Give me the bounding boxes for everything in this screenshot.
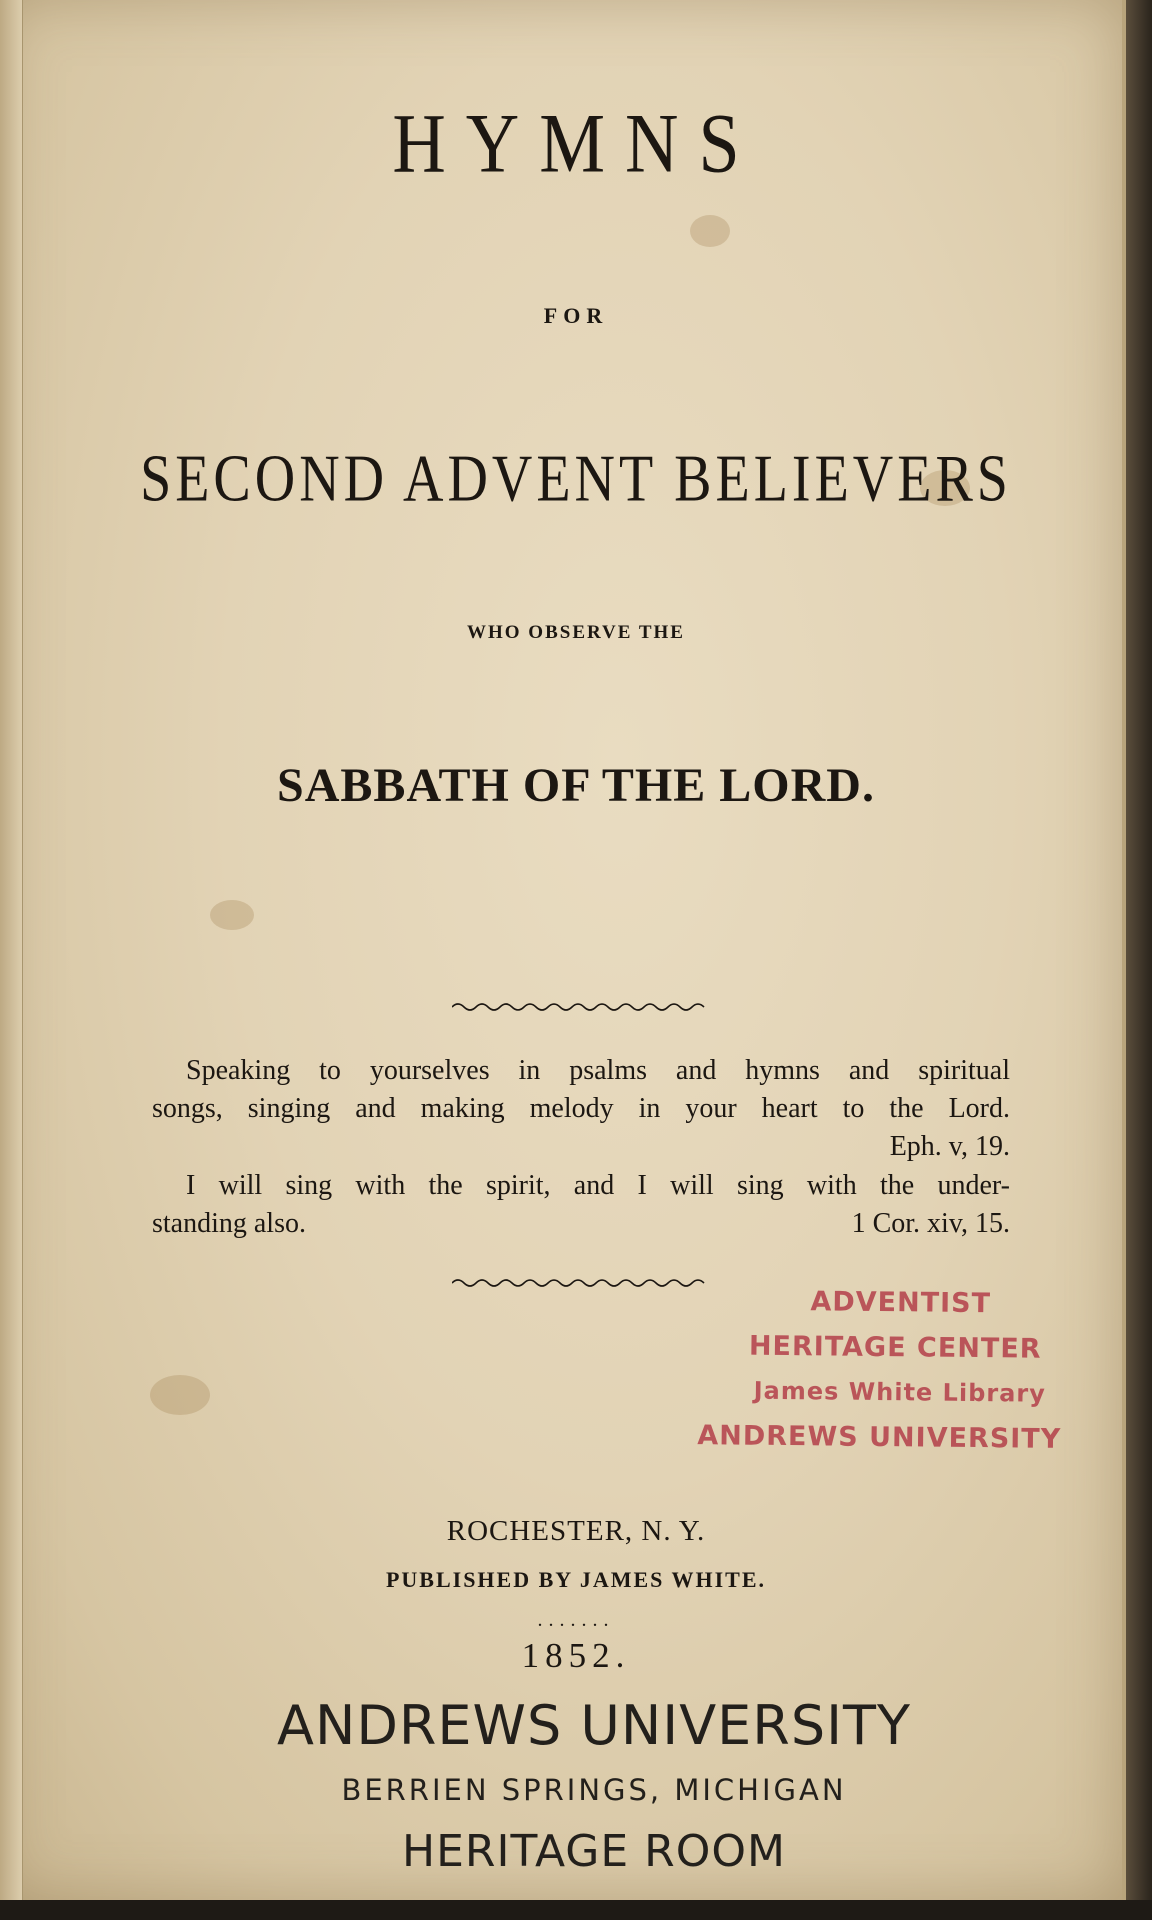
- title-second-advent-believers: SECOND ADVENT BELIEVERS: [140, 441, 1012, 517]
- book-bottom-edge: [0, 1900, 1152, 1920]
- heritage-room-stamp-line: HERITAGE ROOM: [402, 1826, 786, 1877]
- stamp-line: James White Library: [753, 1376, 1046, 1408]
- imprint-separator: .......: [537, 1609, 615, 1631]
- foxing-spot: [150, 1375, 210, 1415]
- epigraph-row: [152, 1205, 1010, 1243]
- epigraph-reference: 1 Cor. xiv, 15.: [851, 1208, 1010, 1239]
- imprint-city: ROCHESTER, N. Y.: [446, 1515, 706, 1547]
- ornamental-rule-bottom: [452, 1276, 706, 1290]
- title-hymns: HYMNS: [392, 96, 760, 192]
- imprint-year: 1852.: [521, 1636, 631, 1675]
- heritage-center-stamp: [689, 1278, 1071, 1462]
- stamp-line: HERITAGE CENTER: [748, 1330, 1042, 1365]
- foxing-spot: [210, 900, 254, 930]
- stamp-line: ANDREWS UNIVERSITY: [697, 1420, 1062, 1455]
- title-for: FOR: [543, 303, 609, 328]
- heritage-room-stamp-line: BERRIEN SPRINGS, MICHIGAN: [341, 1773, 847, 1807]
- epigraph-line: I will sing with the spirit, and I will sing with the under-: [186, 1170, 1010, 1201]
- title-who-observe: WHO OBSERVE THE: [467, 622, 685, 643]
- epigraph-line: Speaking to yourselves in psalms and hymns and spiritual: [186, 1055, 1010, 1086]
- foxing-spot: [690, 215, 730, 247]
- title-sabbath-of-the-lord: SABBATH OF THE LORD.: [277, 759, 875, 812]
- heritage-room-stamp-line: ANDREWS UNIVERSITY: [277, 1694, 911, 1757]
- epigraph-line: songs, singing and making melody in your heart to the Lord.: [152, 1093, 1010, 1124]
- book-cover-edge: [1126, 0, 1152, 1900]
- epigraph-corinthians: [152, 1167, 1010, 1243]
- imprint-publisher: PUBLISHED BY JAMES WHITE.: [385, 1567, 767, 1592]
- stamp-line: ADVENTIST: [810, 1286, 992, 1320]
- epigraph-ephesians: [152, 1052, 1010, 1166]
- ornamental-rule-top: [452, 1000, 706, 1014]
- epigraph-line: standing also.: [152, 1208, 306, 1239]
- epigraph-reference: Eph. v, 19.: [889, 1131, 1010, 1162]
